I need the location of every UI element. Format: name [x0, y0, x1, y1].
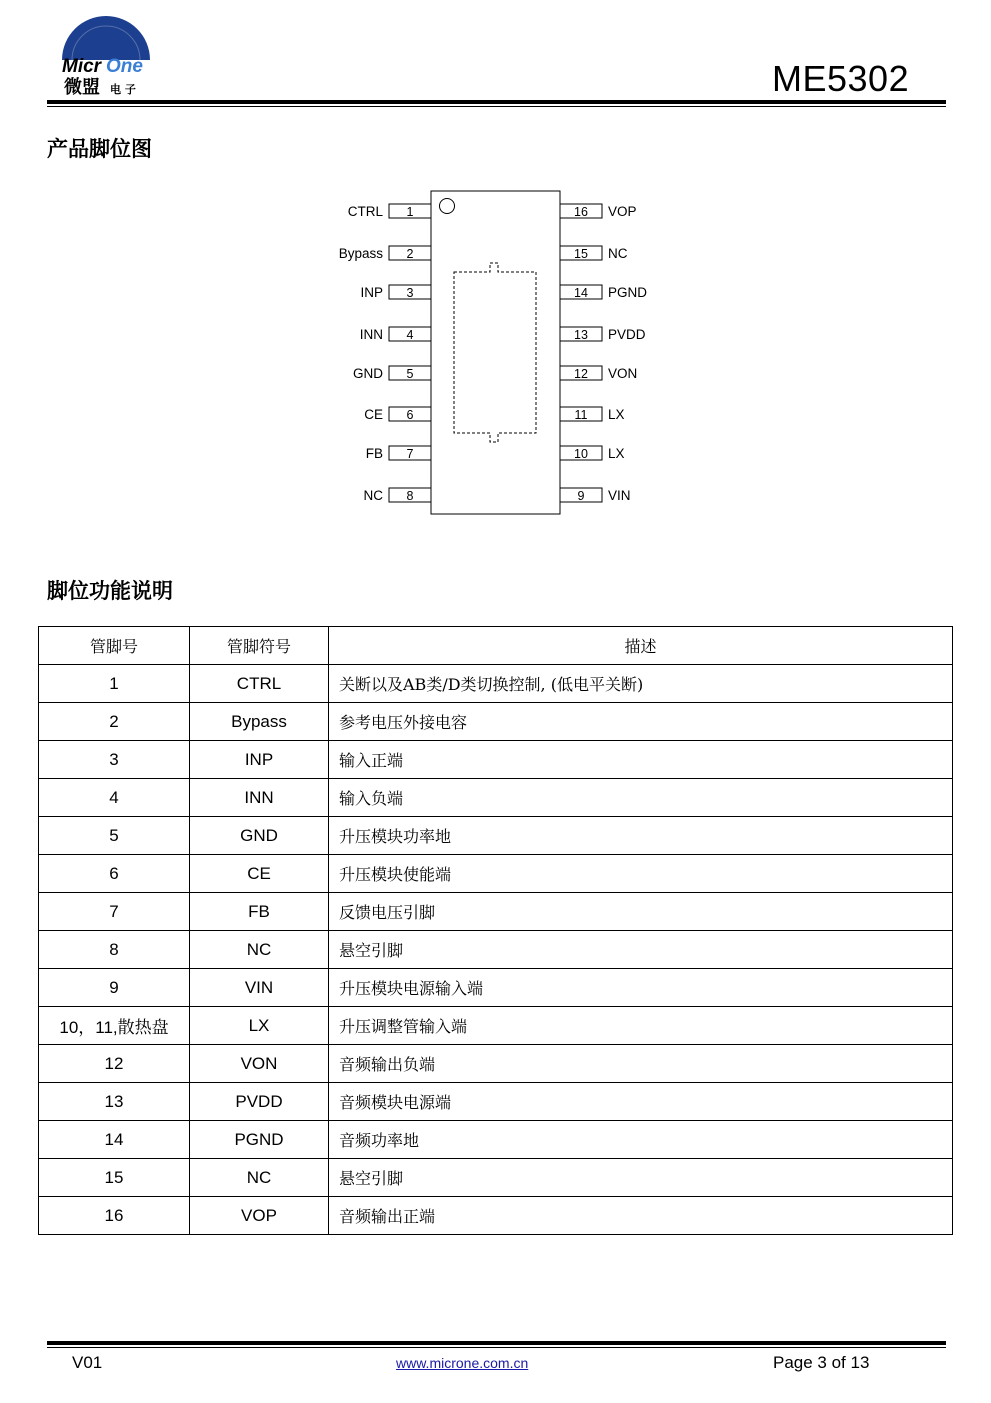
pin-symbol-cell: VON: [190, 1045, 329, 1083]
pin-name-label: LX: [608, 446, 625, 461]
pin-name-label: NC: [608, 246, 628, 261]
pin-number-cell: 15: [39, 1159, 190, 1197]
pin-symbol-cell: INP: [190, 741, 329, 779]
pin-number-label: 15: [574, 247, 588, 261]
table-row: [39, 1045, 953, 1083]
svg-text:Micr: Micr: [62, 56, 102, 77]
pin-number-cell: 8: [39, 931, 190, 969]
pin-name-label: GND: [353, 366, 383, 381]
pin-symbol-cell: NC: [190, 1159, 329, 1197]
pin-number-cell: 16: [39, 1197, 190, 1235]
pin-number-label: 13: [574, 328, 588, 342]
pin-description-cell: 悬空引脚: [329, 931, 953, 969]
pin-description-cell: 输入正端: [329, 741, 953, 779]
pin-number-label: 4: [406, 328, 414, 342]
pin-symbol-cell: NC: [190, 931, 329, 969]
pin-description-cell: 关断以及AB类/D类切换控制, (低电平关断): [329, 665, 953, 703]
pin-number-cell: 14: [39, 1121, 190, 1159]
header-pin-number: 管脚号: [39, 627, 190, 665]
pin-symbol-cell: PGND: [190, 1121, 329, 1159]
table-row: [39, 1007, 953, 1045]
pin-number-label: 7: [406, 447, 414, 461]
pin-name-label: VIN: [608, 488, 631, 503]
pin-number-label: 3: [406, 286, 414, 300]
pin-number-cell: 10，11,散热盘: [39, 1007, 190, 1045]
table-row: [39, 855, 953, 893]
pin-description-cell: 输入负端: [329, 779, 953, 817]
svg-text:One: One: [106, 56, 143, 77]
table-row: [39, 1159, 953, 1197]
pin-description-cell: 音频输出正端: [329, 1197, 953, 1235]
pin-symbol-cell: GND: [190, 817, 329, 855]
header-description: 描述: [329, 627, 953, 665]
table-row: [39, 817, 953, 855]
pin-symbol-cell: Bypass: [190, 703, 329, 741]
pin-symbol-cell: FB: [190, 893, 329, 931]
svg-text:电 子: 电 子: [110, 83, 136, 96]
footer-rule-thick: [47, 1341, 946, 1345]
pin-number-label: 14: [574, 286, 588, 300]
pin-symbol-cell: INN: [190, 779, 329, 817]
pin-number-cell: 4: [39, 779, 190, 817]
table-row: [39, 1197, 953, 1235]
pin-symbol-cell: LX: [190, 1007, 329, 1045]
pin-name-label: VON: [608, 366, 638, 381]
pin-number-label: 2: [406, 247, 414, 261]
footer-version: V01: [72, 1353, 103, 1372]
table-row: [39, 703, 953, 741]
footer-website-link[interactable]: www.microne.com.cn: [396, 1355, 529, 1371]
table-row: [39, 1121, 953, 1159]
pinout-section-title: 产品脚位图: [47, 137, 152, 161]
pin-name-label: LX: [608, 407, 625, 422]
pin-description-cell: 升压模块电源输入端: [329, 969, 953, 1007]
footer-rule-thin: [47, 1347, 946, 1348]
pin-name-label: NC: [363, 488, 383, 503]
pin-name-label: INN: [359, 327, 383, 342]
header-rule-thick: [47, 100, 946, 104]
company-logo: [58, 14, 158, 100]
pin1-marker: [440, 199, 455, 214]
pin-symbol-cell: PVDD: [190, 1083, 329, 1121]
svg-text:微盟: 微盟: [64, 77, 100, 98]
pin-number-cell: 5: [39, 817, 190, 855]
pin-number-cell: 2: [39, 703, 190, 741]
pin-number-cell: 1: [39, 665, 190, 703]
table-row: [39, 969, 953, 1007]
pin-description-cell: 反馈电压引脚: [329, 893, 953, 931]
pin-name-label: PVDD: [608, 327, 646, 342]
pin-number-cell: 9: [39, 969, 190, 1007]
pin-description-cell: 音频输出负端: [329, 1045, 953, 1083]
pin-description-cell: 音频模块电源端: [329, 1083, 953, 1121]
pin-number-label: 9: [577, 489, 585, 503]
pin-number-cell: 13: [39, 1083, 190, 1121]
pin-function-section-title: 脚位功能说明: [47, 579, 173, 603]
table-row: [39, 741, 953, 779]
pin-symbol-cell: CTRL: [190, 665, 329, 703]
pin-name-label: CE: [364, 407, 383, 422]
pin-number-label: 1: [406, 205, 414, 219]
pin-description-cell: 升压模块使能端: [329, 855, 953, 893]
pin-number-cell: 12: [39, 1045, 190, 1083]
pin-name-label: VOP: [608, 204, 637, 219]
pin-diagram: [320, 180, 680, 530]
header-pin-symbol: 管脚符号: [190, 627, 329, 665]
table-row: [39, 931, 953, 969]
pin-description-cell: 悬空引脚: [329, 1159, 953, 1197]
table-row: [39, 893, 953, 931]
pin-number-label: 16: [574, 205, 588, 219]
table-header-row: [39, 627, 953, 665]
header-rule-thin: [47, 106, 946, 107]
pin-number-cell: 6: [39, 855, 190, 893]
part-number: ME5302: [772, 58, 910, 99]
chip-body: [431, 191, 560, 514]
pin-name-label: PGND: [608, 285, 648, 300]
pin-description-cell: 音频功率地: [329, 1121, 953, 1159]
pin-symbol-cell: VOP: [190, 1197, 329, 1235]
table-row: [39, 1083, 953, 1121]
pin-number-label: 8: [406, 489, 414, 503]
footer-page-number: Page 3 of 13: [773, 1353, 870, 1372]
pin-number-label: 11: [574, 408, 588, 422]
pin-name-label: CTRL: [347, 204, 383, 219]
pin-description-cell: 升压调整管输入端: [329, 1007, 953, 1045]
pin-symbol-cell: CE: [190, 855, 329, 893]
pin-number-label: 10: [574, 447, 588, 461]
pin-description-cell: 升压模块功率地: [329, 817, 953, 855]
pin-number-cell: 3: [39, 741, 190, 779]
pin-function-table: [38, 626, 953, 1235]
pin-number-cell: 7: [39, 893, 190, 931]
pin-number-label: 6: [406, 408, 414, 422]
pin-number-label: 5: [406, 367, 414, 381]
table-row: [39, 665, 953, 703]
pin-description-cell: 参考电压外接电容: [329, 703, 953, 741]
pin-number-label: 12: [574, 367, 588, 381]
pin-name-label: INP: [360, 285, 383, 300]
pin-name-label: Bypass: [338, 246, 383, 261]
pin-name-label: FB: [365, 446, 383, 461]
table-row: [39, 779, 953, 817]
pin-symbol-cell: VIN: [190, 969, 329, 1007]
